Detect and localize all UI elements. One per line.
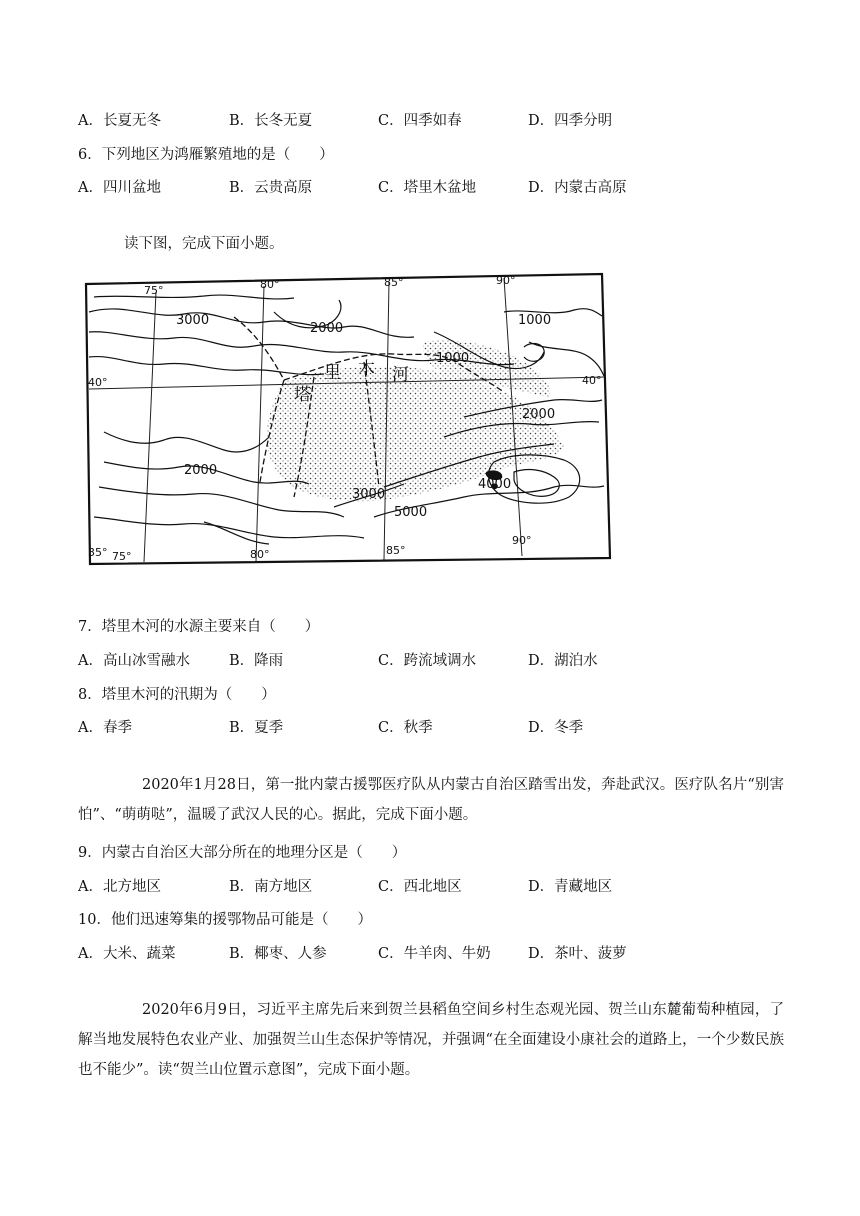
lon-label-75-bottom: 75° xyxy=(112,550,132,563)
lon-label-75-top: 75° xyxy=(144,284,164,297)
q8-option-a: A．春季 xyxy=(78,720,132,736)
contour-label: 2000 xyxy=(310,321,344,336)
passage-helan-mountain: 2020年6月9日，习近平主席先后来到贺兰县稻鱼空间乡村生态观光园、贺兰山东麓葡萄种植园，了解当地发展特色农业产业、加强贺兰山生态保护等情况，并强调“在全面建设小康社会的道路上，一个少数民族也不能少”。读“贺兰山位置示意图”，完成下面小题。 xyxy=(78,1002,784,1078)
q5-option-b: B．长冬无夏 xyxy=(229,113,313,129)
q9-option-d: D．青藏地区 xyxy=(528,879,613,895)
q8-option-c: C．秋季 xyxy=(378,720,433,736)
river-name-char: 塔 xyxy=(294,385,311,405)
contour-label: 1000 xyxy=(436,351,470,366)
contour-label: 3000 xyxy=(352,487,386,502)
q10-option-d: D．茶叶、菠萝 xyxy=(528,946,627,962)
river-name-char: 河 xyxy=(392,365,409,385)
q6-stem: 6．下列地区为鸿雁繁殖地的是（ ） xyxy=(78,147,334,163)
lon-label-90-top: 90° xyxy=(496,274,516,287)
q10-option-a: A．大米、蔬菜 xyxy=(78,946,176,962)
lat-label-40-left: 40° xyxy=(88,376,108,389)
q10-option-c: C．牛羊肉、牛奶 xyxy=(378,946,491,962)
q6-option-d: D．内蒙古高原 xyxy=(528,180,627,196)
q5-option-a: A．长夏无冬 xyxy=(78,113,161,129)
q8-options xyxy=(78,718,798,738)
q8-option-b: B．夏季 xyxy=(229,720,284,736)
river-name-char: 里 xyxy=(324,363,341,383)
q6-option-a: A．四川盆地 xyxy=(78,180,161,196)
tarim-contour-map xyxy=(84,272,614,568)
q10-stem: 10．他们迅速筹集的援鄂物品可能是（ ） xyxy=(78,912,372,928)
q7-option-b: B．降雨 xyxy=(229,653,284,669)
q5-option-d: D．四季分明 xyxy=(528,113,613,129)
contour-label: 3000 xyxy=(176,313,210,328)
q9-option-a: A．北方地区 xyxy=(78,879,161,895)
lat-label-40-right: 40° xyxy=(582,374,602,387)
contour-label: 2000 xyxy=(184,463,218,478)
q9-stem: 9．内蒙古自治区大部分所在的地理分区是（ ） xyxy=(78,845,407,861)
lon-label-85-bottom: 85° xyxy=(386,544,406,557)
q9-option-c: C．西北地区 xyxy=(378,879,462,895)
contour-label: 1000 xyxy=(518,313,552,328)
q8-stem: 8．塔里木河的汛期为（ ） xyxy=(78,687,276,703)
q5-options xyxy=(78,111,798,131)
q5-option-c: C．四季如春 xyxy=(378,113,462,129)
contour-label: 5000 xyxy=(394,505,428,520)
q10-options xyxy=(78,944,798,964)
q6-options xyxy=(78,178,798,198)
contour-label: 2000 xyxy=(522,407,556,422)
q7-options xyxy=(78,651,798,671)
q6-option-b: B．云贵高原 xyxy=(229,180,313,196)
map-intro: 读下图，完成下面小题。 xyxy=(124,236,284,252)
q9-option-b: B．南方地区 xyxy=(229,879,313,895)
q7-stem: 7．塔里木河的水源主要来自（ ） xyxy=(78,619,320,635)
lon-label-90-bottom: 90° xyxy=(512,534,532,547)
passage-inner-mongolia: 2020年1月28日，第一批内蒙古援鄂医疗队从内蒙古自治区踏雪出发，奔赴武汉。医疗队名片“别害怕”、“萌萌哒”，温暖了武汉人民的心。据此，完成下面小题。 xyxy=(78,777,784,823)
q7-option-d: D．湖泊水 xyxy=(528,653,598,669)
q6-option-c: C．塔里木盆地 xyxy=(378,180,477,196)
q7-option-c: C．跨流域调水 xyxy=(378,653,477,669)
lon-label-85-top: 85° xyxy=(384,276,404,289)
lon-label-80-bottom: 80° xyxy=(250,548,270,561)
river-name-char: 木 xyxy=(358,359,375,379)
q8-option-d: D．冬季 xyxy=(528,720,584,736)
lat-label-35-left: 35° xyxy=(88,546,108,559)
q10-option-b: B．椰枣、人参 xyxy=(229,946,327,962)
contour-label: 4000 xyxy=(478,477,512,492)
q9-options xyxy=(78,877,798,897)
q7-option-a: A．高山冰雪融水 xyxy=(78,653,190,669)
lon-label-80-top: 80° xyxy=(260,278,280,291)
